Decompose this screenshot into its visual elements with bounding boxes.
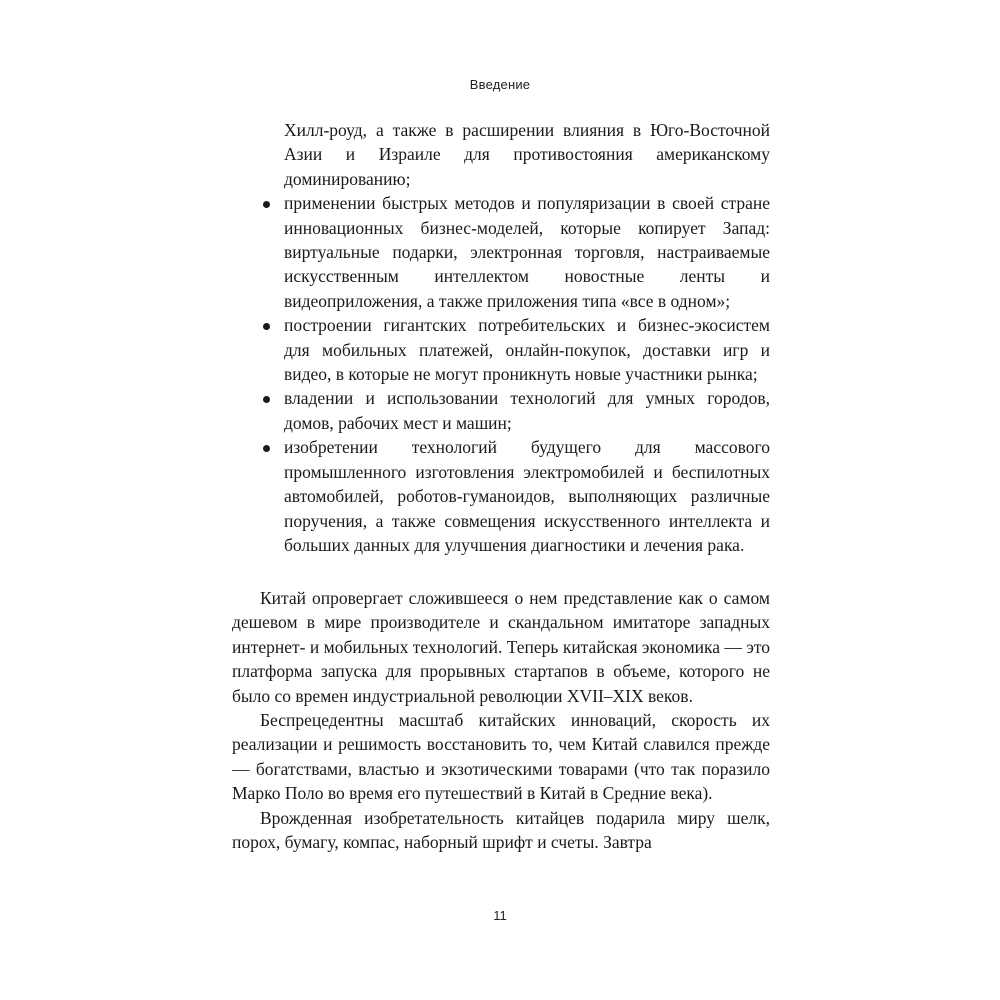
- body-text: [232, 586, 770, 854]
- list-item-text: построении гигантских потребительских и бизнес-экосистем для мобильных платежей, онлайн-покупок, доставки игр и видео, в которые не могут проникнуть новые участники рынка;: [284, 315, 770, 385]
- paragraph: Китай опровергает сложившееся о нем представление как о самом дешевом в мире производителе и скандальном имитаторе западных интернет- и мобильных технологий. Теперь китайская экономика — это платформа запуска для прорывных стартапов в объеме, которого не было со времен индустриальной революции XVII–XIX веков.: [232, 588, 770, 706]
- list-item: [262, 118, 770, 191]
- page-number: 11: [493, 908, 507, 923]
- list-item: [262, 386, 770, 435]
- list-item-text: владении и использовании технологий для умных городов, домов, рабочих мест и машин;: [284, 388, 770, 433]
- running-head: Введение: [469, 77, 531, 92]
- paragraph: Врожденная изобретательность китайцев подарила миру шелк, порох, бумагу, компас, наборный шрифт и счеты. Завтра: [232, 807, 770, 853]
- bullet-list: [262, 118, 770, 557]
- bullet-icon: [263, 323, 270, 330]
- bullet-icon: [263, 396, 270, 403]
- paragraph: Беспрецедентны масштаб китайских инноваций, скорость их реализации и решимость восстановить то, чем Китай славился прежде — богатствами, властью и экзотическими товарами (что так поразило Марко Поло во время его путешествий в Китай в Средние века).: [232, 710, 770, 804]
- list-item: [262, 191, 770, 313]
- list-item: [262, 435, 770, 557]
- list-item-text: применении быстрых методов и популяризации в своей стране инновационных бизнес-моделей, которые копирует Запад: виртуальные подарки, электронная торговля, настраиваемые искусственным интеллектом новостные ленты и видеоприложения, а также приложения типа «все в одном»;: [284, 193, 770, 311]
- list-item-text: Хилл-роуд, а также в расширении влияния в Юго-Восточной Азии и Израиле для противостояния американскому доминированию;: [284, 120, 770, 189]
- list-item: [262, 313, 770, 386]
- bullet-icon: [263, 201, 270, 208]
- bullet-icon: [263, 445, 270, 452]
- list-item-text: изобретении технологий будущего для массового промышленного изготовления электромобилей и беспилотных автомобилей, роботов-гуманоидов, выполняющих различные поручения, а также совмещения искусственного интеллекта и больших данных для улучшения диагностики и лечения рака.: [284, 437, 770, 555]
